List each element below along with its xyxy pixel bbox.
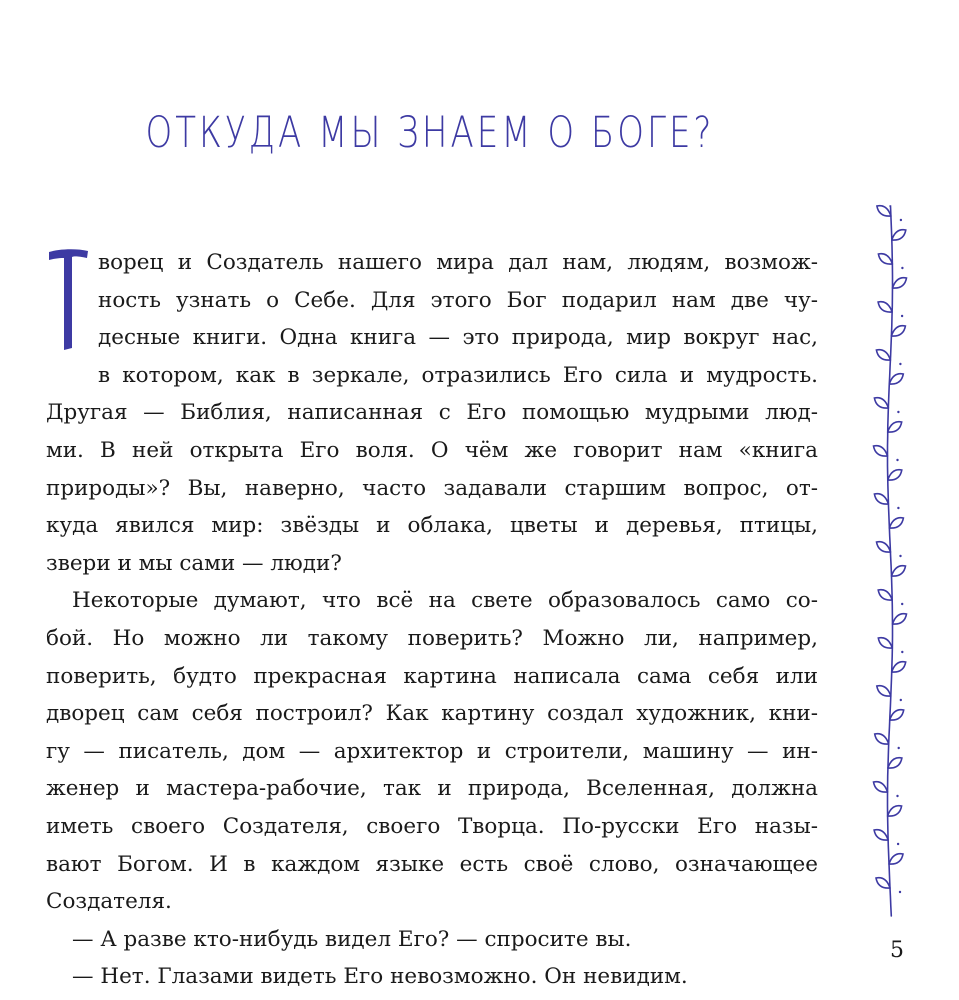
text-line: женер и мастера-рабочие, так и природа, Вселенная, должна bbox=[46, 776, 818, 802]
dropcap-letter-t bbox=[46, 244, 90, 354]
paragraph-lines bbox=[46, 244, 818, 996]
text-line: — А разве кто-нибудь видел Его? — спросите вы. bbox=[72, 926, 632, 952]
text-line: ми. В ней открыта Его воля. О чём же говорит нам «книга bbox=[46, 437, 818, 463]
text-line: ворец и Создатель нашего мира дал нам, людям, возмож- bbox=[98, 250, 818, 275]
text-line: куда явился мир: звёзды и облака, цветы и деревья, птицы, bbox=[46, 513, 818, 539]
text-line: десные книги. Одна книга — это природа, мир вокруг нас, bbox=[98, 325, 818, 351]
text-line: звери и мы сами — люди? bbox=[46, 550, 342, 576]
text-line: Создателя. bbox=[46, 889, 172, 915]
page-number: 5 bbox=[890, 938, 904, 963]
body-text bbox=[46, 244, 818, 996]
text-line: Другая — Библия, написанная с Его помощью мудрыми люд- bbox=[46, 400, 818, 426]
text-line: дворец сам себя построил? Как картину создал художник, кни- bbox=[46, 701, 818, 727]
text-line: гу — писатель, дом — архитектор и строители, машину — ин- bbox=[46, 738, 818, 764]
decorative-vine-icon bbox=[868, 196, 918, 926]
text-line: Некоторые думают, что всё на свете образовалось само со- bbox=[72, 588, 818, 614]
text-line: поверить, будто прекрасная картина написала сама себя или bbox=[46, 663, 818, 689]
page-title: ОТКУДА МЫ ЗНАЕМ О БОГЕ? bbox=[145, 108, 715, 158]
text-line: — Нет. Глазами видеть Его невозможно. Он невидим. bbox=[72, 964, 688, 990]
text-line: природы»? Вы, наверно, часто задавали старшим вопрос, от- bbox=[46, 475, 818, 501]
text-line: бой. Но можно ли такому поверить? Можно ли, например, bbox=[46, 625, 818, 651]
text-line: иметь своего Создателя, своего Творца. По-русски Его назы- bbox=[46, 813, 818, 839]
text-line: вают Богом. И в каждом языке есть своё слово, означающее bbox=[46, 851, 818, 877]
text-line: в котором, как в зеркале, отразились Его сила и мудрость. bbox=[98, 362, 818, 388]
text-line: ность узнать о Себе. Для этого Бог подарил нам две чу- bbox=[98, 287, 818, 313]
